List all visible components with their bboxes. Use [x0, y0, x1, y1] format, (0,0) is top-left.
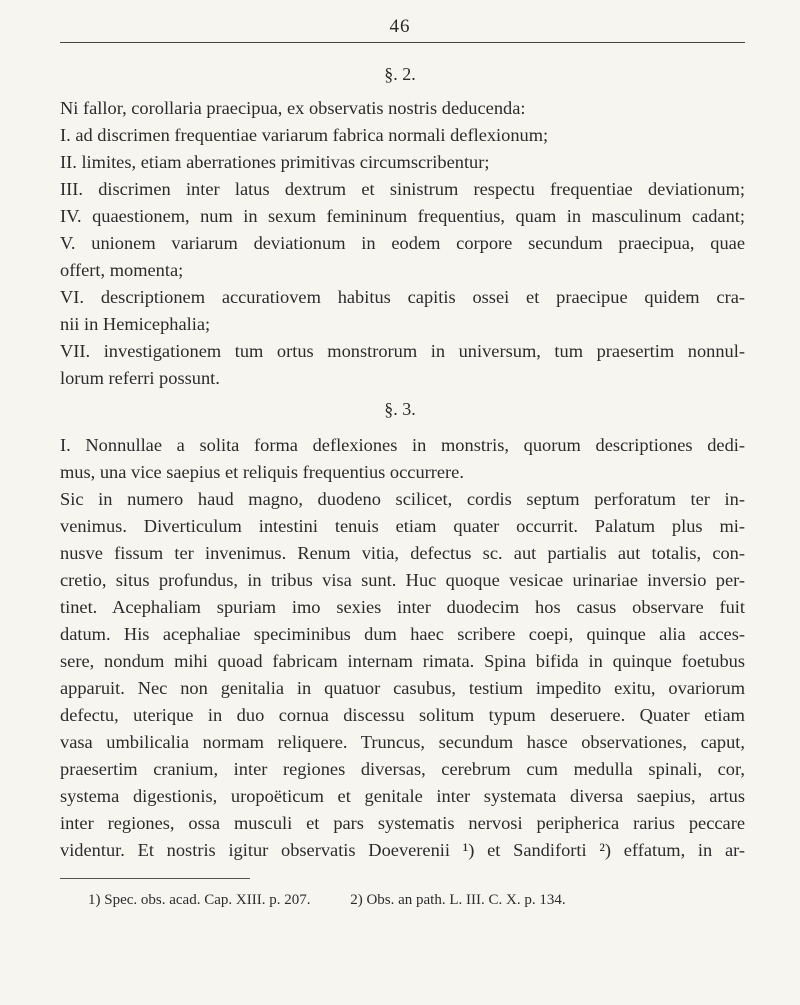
text-line: datum. His acephaliae speciminibus dum haec scribere coepi, quinque alia acces-: [60, 624, 745, 644]
text-line: offert, momenta;: [60, 260, 184, 280]
text-line: nii in Hemicephalia;: [60, 314, 211, 334]
footnote-1: 1) Spec. obs. acad. Cap. XIII. p. 207.: [88, 892, 311, 908]
footnote-rule: [60, 878, 250, 879]
footnotes: [88, 892, 728, 909]
page-number: 46: [389, 16, 411, 37]
text-line: venimus. Diverticulum intestini tenuis etiam quater occurrit. Palatum plus mi-: [60, 516, 745, 536]
text-line: sere, nondum mihi quoad fabricam internam rimata. Spina bifida in quinque foetubus: [60, 651, 745, 671]
text-line: inter regiones, ossa musculi et pars systematis nervosi peripherica rarius peccare: [60, 813, 745, 833]
text-line: tinet. Acephaliam spuriam imo sexies inter duodecim hos casus observare fuit: [60, 597, 745, 617]
text-line: mus, una vice saepius et reliquis frequentius occurrere.: [60, 462, 464, 482]
section-heading-2: §. 2.: [384, 64, 416, 84]
text-line: Ni fallor, corollaria praecipua, ex observatis nostris deducenda:: [60, 98, 526, 118]
text-line: I. ad discrimen frequentiae variarum fabrica normali deflexionum;: [60, 125, 549, 145]
text-line: nusve fissum ter invenimus. Renum vitia, defectus sc. aut partialis aut totalis, con-: [60, 543, 745, 563]
footnote-2: 2) Obs. an path. L. III. C. X. p. 134.: [350, 892, 566, 908]
text-line: cretio, situs profundus, in tribus visa sunt. Huc quoque vesicae urinariae inversio per-: [60, 570, 745, 590]
text-line: VI. descriptionem accuratiovem habitus capitis ossei et praecipue quidem cra-: [60, 287, 745, 307]
text-line: III. discrimen inter latus dextrum et sinistrum respectu frequentiae deviationum;: [60, 179, 745, 199]
text-line: praesertim cranium, inter regiones diversas, cerebrum cum medulla spinali, cor,: [60, 759, 745, 779]
text-line: IV. quaestionem, num in sexum femininum frequentius, quam in masculinum cadant;: [60, 206, 745, 226]
text-line: lorum referri possunt.: [60, 368, 220, 388]
text-line: VII. investigationem tum ortus monstrorum in universum, tum praesertim nonnul-: [60, 341, 745, 361]
text-line: systema digestionis, uropoëticum et genitale inter systemata diversa saepius, artus: [60, 786, 745, 806]
text-line: apparuit. Nec non genitalia in quatuor casubus, testium impedito exitu, ovariorum: [60, 678, 745, 698]
section-heading-3: §. 3.: [384, 399, 416, 419]
text-line: V. unionem variarum deviationum in eodem corpore secundum praecipua, quae: [60, 233, 745, 253]
header-rule: [60, 42, 745, 43]
text-line: videntur. Et nostris igitur observatis Doeverenii ¹) et Sandiforti ²) effatum, in ar-: [60, 840, 745, 860]
text-line: vasa umbilicalia normam reliquere. Truncus, secundum hasce observationes, caput,: [60, 732, 745, 752]
text-line: II. limites, etiam aberrationes primitivas circumscribentur;: [60, 152, 490, 172]
text-line: I. Nonnullae a solita forma deflexiones in monstris, quorum descriptiones dedi-: [60, 435, 745, 455]
text-line: defectu, uterique in duo cornua discessu solitum typum deseruere. Quater etiam: [60, 705, 745, 725]
text-line: Sic in numero haud magno, duodeno scilicet, cordis septum perforatum ter in-: [60, 489, 745, 509]
